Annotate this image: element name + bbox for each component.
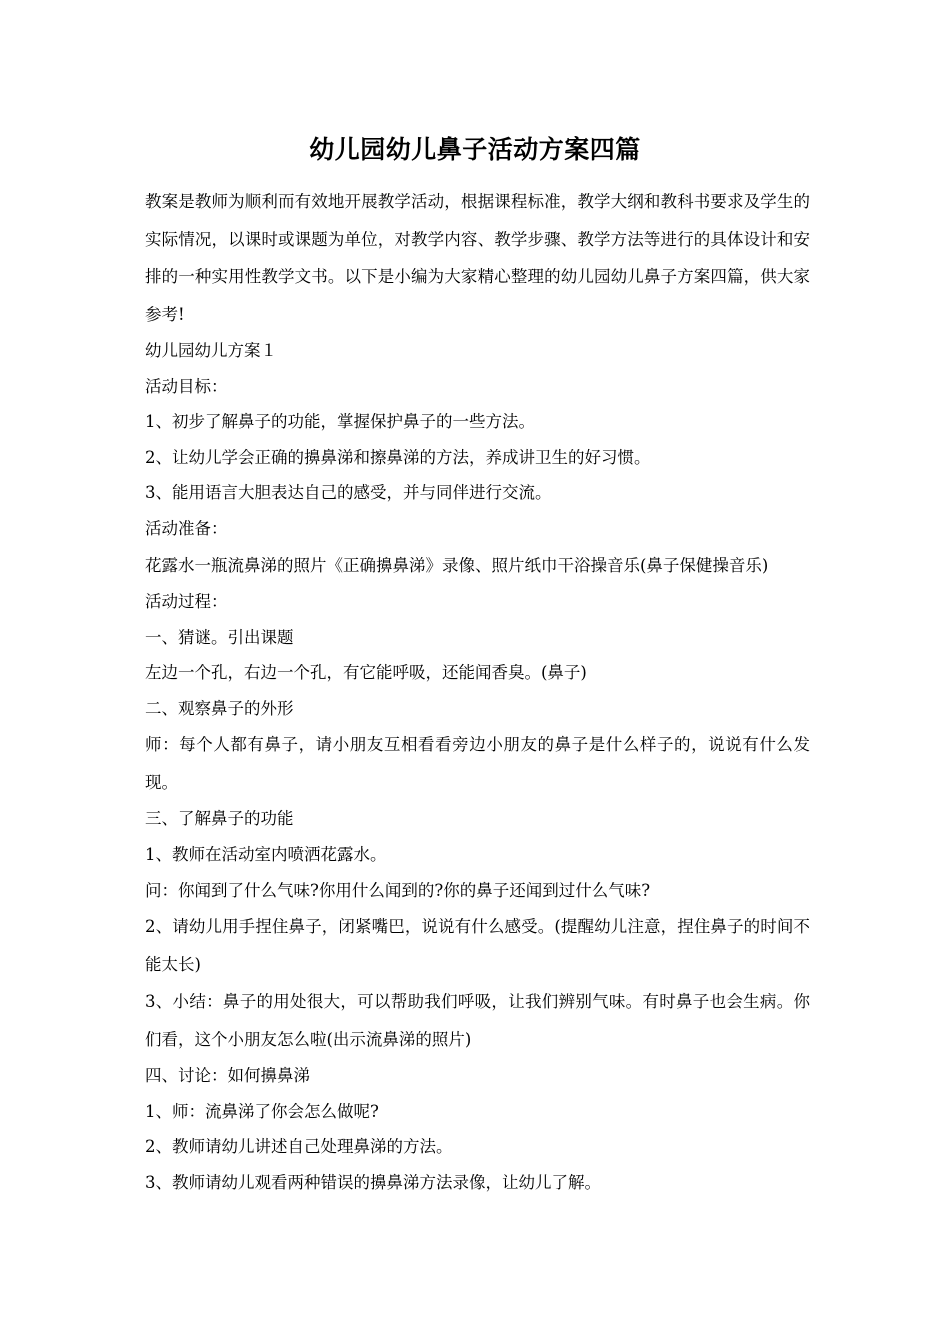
step-heading: 三、了解鼻子的功能 <box>145 809 294 829</box>
intro-paragraph: 教案是教师为顺利而有效地开展教学活动，根据课程标准，教学大纲和教科书要求及学生的实际情况，以课时或课题为单位，对教学内容、教学步骤、教学方法等进行的具体设计和安排的一种实用性教学文书。以下是小编为大家精心整理的幼儿园幼儿鼻子方案四篇，供大家参考! <box>145 192 810 324</box>
section-heading-goals: 活动目标： <box>145 376 228 396</box>
goal-item: 2、让幼儿学会正确的擤鼻涕和擦鼻涕的方法，养成讲卫生的好习惯。 <box>145 447 651 467</box>
preparation-text: 花露水一瓶流鼻涕的照片《正确擤鼻涕》录像、照片纸巾干浴操音乐(鼻子保健操音乐) <box>145 555 769 575</box>
goal-item: 1、初步了解鼻子的功能，掌握保护鼻子的一些方法。 <box>145 412 535 432</box>
step-heading: 一、猜谜。引出课题 <box>145 627 294 647</box>
step-heading: 四、讨论：如何擤鼻涕 <box>145 1066 310 1086</box>
section-heading-process: 活动过程： <box>145 592 228 612</box>
plan-heading: 幼儿园幼儿方案１ <box>145 341 277 360</box>
step-text: 左边一个孔，右边一个孔，有它能呼吸，还能闻香臭。(鼻子) <box>145 663 587 683</box>
step-text: 2、请幼儿用手捏住鼻子，闭紧嘴巴，说说有什么感受。(提醒幼儿注意，捏住鼻子的时间不能太长) <box>145 917 810 974</box>
step-text: 2、教师请幼儿讲述自己处理鼻涕的方法。 <box>145 1137 453 1157</box>
step-text: 师：每个人都有鼻子，请小朋友互相看看旁边小朋友的鼻子是什么样子的，说说有什么发现。 <box>145 735 810 792</box>
document-body <box>145 183 810 1201</box>
goal-item: 3、能用语言大胆表达自己的感受，并与同伴进行交流。 <box>145 483 552 503</box>
step-text: 1、教师在活动室内喷洒花露水。 <box>145 845 387 865</box>
step-text: 3、教师请幼儿观看两种错误的擤鼻涕方法录像，让幼儿了解。 <box>145 1173 601 1192</box>
section-heading-preparation: 活动准备： <box>145 518 228 538</box>
step-text: 3、小结：鼻子的用处很大，可以帮助我们呼吸，让我们辨别气味。有时鼻子也会生病。你们看，这个小朋友怎么啦(出示流鼻涕的照片) <box>145 992 810 1049</box>
step-heading: 二、观察鼻子的外形 <box>145 698 294 718</box>
step-text: 问：你闻到了什么气味?你用什么闻到的?你的鼻子还闻到过什么气味? <box>145 880 651 900</box>
step-text: 1、师：流鼻涕了你会怎么做呢? <box>145 1101 379 1121</box>
document-title: 幼儿园幼儿鼻子活动方案四篇 <box>309 135 641 164</box>
